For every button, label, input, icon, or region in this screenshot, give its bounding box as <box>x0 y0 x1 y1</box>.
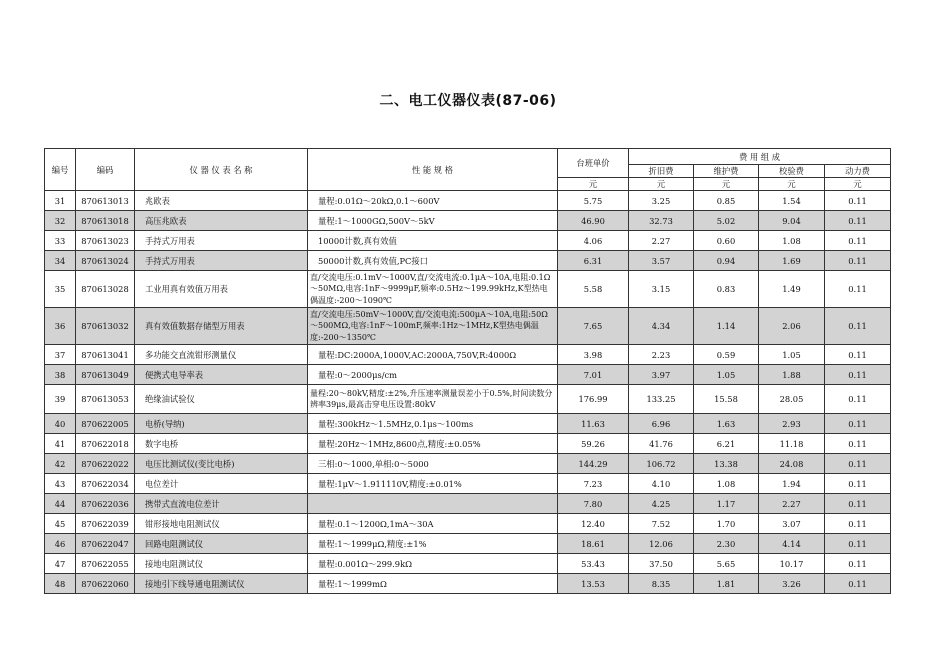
table-row <box>45 365 891 385</box>
cell-calibration: 2.93 <box>759 414 825 434</box>
table-row <box>45 308 891 345</box>
cell-depreciation: 32.73 <box>629 211 694 231</box>
cell-power: 0.11 <box>825 345 891 365</box>
cell-spec: 量程:0.01Ω～20kΩ,0.1～600V <box>308 191 558 211</box>
cell-name: 电位差计 <box>135 474 308 494</box>
cell-code: 870622005 <box>76 414 135 434</box>
cell-price: 5.58 <box>558 271 629 308</box>
table-row <box>45 534 891 554</box>
table-row <box>45 434 891 454</box>
table-row <box>45 385 891 414</box>
cell-spec: 三相:0～1000,单相:0～5000 <box>308 454 558 474</box>
cell-maintenance: 1.08 <box>694 474 759 494</box>
cell-depreciation: 3.15 <box>629 271 694 308</box>
cell-maintenance: 0.83 <box>694 271 759 308</box>
cell-calibration: 2.06 <box>759 308 825 345</box>
cell-name: 电桥(导纳) <box>135 414 308 434</box>
header-depreciation: 折旧费 <box>629 165 694 178</box>
cell-no: 47 <box>45 554 76 574</box>
cell-price: 176.99 <box>558 385 629 414</box>
cell-maintenance: 0.60 <box>694 231 759 251</box>
cell-depreciation: 3.25 <box>629 191 694 211</box>
cell-code: 870622047 <box>76 534 135 554</box>
cell-price: 18.61 <box>558 534 629 554</box>
table-row <box>45 454 891 474</box>
cell-no: 38 <box>45 365 76 385</box>
cell-depreciation: 12.06 <box>629 534 694 554</box>
cell-price: 3.98 <box>558 345 629 365</box>
cell-depreciation: 37.50 <box>629 554 694 574</box>
cell-calibration: 1.94 <box>759 474 825 494</box>
cell-name: 接地电阻测试仪 <box>135 554 308 574</box>
table-row <box>45 574 891 594</box>
cell-calibration: 24.08 <box>759 454 825 474</box>
cell-calibration: 1.88 <box>759 365 825 385</box>
cell-calibration: 3.07 <box>759 514 825 534</box>
cell-code: 870613032 <box>76 308 135 345</box>
cell-name: 携带式直流电位差计 <box>135 494 308 514</box>
cell-name: 绝缘油试验仪 <box>135 385 308 414</box>
cell-name: 钳形接地电阻测试仪 <box>135 514 308 534</box>
cell-power: 0.11 <box>825 211 891 231</box>
cell-no: 40 <box>45 414 76 434</box>
header-no: 编号 <box>45 149 76 191</box>
cell-calibration: 1.49 <box>759 271 825 308</box>
cell-depreciation: 7.52 <box>629 514 694 534</box>
header-code: 编码 <box>76 149 135 191</box>
cell-price: 144.29 <box>558 454 629 474</box>
cell-power: 0.11 <box>825 514 891 534</box>
cell-depreciation: 2.27 <box>629 231 694 251</box>
cell-code: 870613018 <box>76 211 135 231</box>
cell-power: 0.11 <box>825 454 891 474</box>
cell-code: 870622039 <box>76 514 135 534</box>
cell-no: 33 <box>45 231 76 251</box>
cell-power: 0.11 <box>825 191 891 211</box>
cell-depreciation: 4.25 <box>629 494 694 514</box>
cell-maintenance: 1.14 <box>694 308 759 345</box>
cell-no: 34 <box>45 251 76 271</box>
header-power: 动力费 <box>825 165 891 178</box>
cell-spec: 量程:1μV～1.911110V,精度:±0.01% <box>308 474 558 494</box>
cell-maintenance: 0.85 <box>694 191 759 211</box>
table-row <box>45 231 891 251</box>
cell-calibration: 1.05 <box>759 345 825 365</box>
cell-no: 36 <box>45 308 76 345</box>
cell-name: 多功能交直流钳形测量仪 <box>135 345 308 365</box>
cell-power: 0.11 <box>825 231 891 251</box>
unit-power: 元 <box>825 178 891 191</box>
cell-calibration: 1.08 <box>759 231 825 251</box>
cell-calibration: 10.17 <box>759 554 825 574</box>
cell-name: 回路电阻测试仪 <box>135 534 308 554</box>
cell-spec: 量程:20Hz～1MHz,8600点,精度:±0.05% <box>308 434 558 454</box>
cell-no: 39 <box>45 385 76 414</box>
cell-spec: 量程:0～2000μs/cm <box>308 365 558 385</box>
unit-maintenance: 元 <box>694 178 759 191</box>
cell-spec: 量程:1～1000GΩ,500V～5kV <box>308 211 558 231</box>
header-maintenance: 维护费 <box>694 165 759 178</box>
cell-price: 46.90 <box>558 211 629 231</box>
cell-depreciation: 4.10 <box>629 474 694 494</box>
cell-code: 870613041 <box>76 345 135 365</box>
cell-price: 53.43 <box>558 554 629 574</box>
cell-code: 870622034 <box>76 474 135 494</box>
cell-code: 870622055 <box>76 554 135 574</box>
cell-no: 46 <box>45 534 76 554</box>
cell-name: 便携式电导率表 <box>135 365 308 385</box>
cell-maintenance: 0.59 <box>694 345 759 365</box>
cell-maintenance: 1.17 <box>694 494 759 514</box>
cell-calibration: 9.04 <box>759 211 825 231</box>
cell-code: 870613028 <box>76 271 135 308</box>
cell-power: 0.11 <box>825 414 891 434</box>
cell-name: 数字电桥 <box>135 434 308 454</box>
cell-price: 6.31 <box>558 251 629 271</box>
cell-calibration: 28.05 <box>759 385 825 414</box>
cell-maintenance: 6.21 <box>694 434 759 454</box>
cell-price: 7.80 <box>558 494 629 514</box>
cell-maintenance: 1.70 <box>694 514 759 534</box>
table-row <box>45 514 891 534</box>
cell-depreciation: 3.57 <box>629 251 694 271</box>
table-row <box>45 345 891 365</box>
cell-name: 手持式万用表 <box>135 231 308 251</box>
cell-price: 12.40 <box>558 514 629 534</box>
cell-price: 4.06 <box>558 231 629 251</box>
cell-no: 42 <box>45 454 76 474</box>
cell-calibration: 2.27 <box>759 494 825 514</box>
cell-code: 870613013 <box>76 191 135 211</box>
cell-depreciation: 4.34 <box>629 308 694 345</box>
cell-depreciation: 41.76 <box>629 434 694 454</box>
cell-price: 59.26 <box>558 434 629 454</box>
cell-maintenance: 1.81 <box>694 574 759 594</box>
cell-code: 870613053 <box>76 385 135 414</box>
instrument-price-table <box>44 148 891 594</box>
cell-price: 7.65 <box>558 308 629 345</box>
cell-code: 870613023 <box>76 231 135 251</box>
header-fee-group: 费 用 组 成 <box>629 149 891 165</box>
cell-spec: 量程:DC:2000A,1000V,AC:2000A,750V,R:4000Ω <box>308 345 558 365</box>
cell-depreciation: 6.96 <box>629 414 694 434</box>
cell-maintenance: 13.38 <box>694 454 759 474</box>
cell-code: 870622060 <box>76 574 135 594</box>
cell-name: 兆欧表 <box>135 191 308 211</box>
cell-no: 32 <box>45 211 76 231</box>
cell-spec: 直/交流电压:0.1mV～1000V,直/交流电流:0.1μA～10A,电阻:0.1Ω～50MΩ,电容:1nF～9999μF,频率:0.5Hz～199.99kHz,K型热电偶温度:-200～1090℃ <box>308 271 558 308</box>
unit-calibration: 元 <box>759 178 825 191</box>
cell-maintenance: 1.63 <box>694 414 759 434</box>
cell-price: 7.23 <box>558 474 629 494</box>
cell-spec: 直/交流电压:50mV～1000V,直/交流电流:500μA～10A,电阻:50Ω～500MΩ,电容:1nF～100mF,频率:1Hz～1MHz,K型热电偶温度:-200～1350℃ <box>308 308 558 345</box>
cell-maintenance: 5.02 <box>694 211 759 231</box>
cell-name: 电压比测试仪(变比电桥) <box>135 454 308 474</box>
cell-code: 870613049 <box>76 365 135 385</box>
table-row <box>45 211 891 231</box>
cell-name: 接地引下线导通电阻测试仪 <box>135 574 308 594</box>
cell-name: 工业用真有效值万用表 <box>135 271 308 308</box>
cell-maintenance: 0.94 <box>694 251 759 271</box>
cell-spec: 50000计数,真有效值,PC接口 <box>308 251 558 271</box>
cell-price: 13.53 <box>558 574 629 594</box>
cell-spec <box>308 494 558 514</box>
cell-power: 0.11 <box>825 251 891 271</box>
cell-power: 0.11 <box>825 474 891 494</box>
cell-spec: 量程:0.001Ω～299.9kΩ <box>308 554 558 574</box>
cell-power: 0.11 <box>825 434 891 454</box>
cell-no: 43 <box>45 474 76 494</box>
cell-name: 手持式万用表 <box>135 251 308 271</box>
cell-no: 35 <box>45 271 76 308</box>
cell-price: 7.01 <box>558 365 629 385</box>
cell-calibration: 4.14 <box>759 534 825 554</box>
unit-price: 元 <box>558 178 629 191</box>
cell-power: 0.11 <box>825 271 891 308</box>
table-row <box>45 494 891 514</box>
cell-price: 11.63 <box>558 414 629 434</box>
cell-power: 0.11 <box>825 574 891 594</box>
table-row <box>45 271 891 308</box>
cell-calibration: 11.18 <box>759 434 825 454</box>
header-price: 台班单价 <box>558 149 629 178</box>
cell-calibration: 1.54 <box>759 191 825 211</box>
cell-power: 0.11 <box>825 308 891 345</box>
cell-depreciation: 8.35 <box>629 574 694 594</box>
table-row <box>45 414 891 434</box>
cell-spec: 量程:1～1999μΩ,精度:±1% <box>308 534 558 554</box>
cell-spec: 10000计数,真有效值 <box>308 231 558 251</box>
cell-spec: 量程:0.1～1200Ω,1mA～30A <box>308 514 558 534</box>
cell-code: 870613024 <box>76 251 135 271</box>
cell-maintenance: 1.05 <box>694 365 759 385</box>
cell-maintenance: 2.30 <box>694 534 759 554</box>
cell-no: 31 <box>45 191 76 211</box>
cell-depreciation: 106.72 <box>629 454 694 474</box>
table-row <box>45 251 891 271</box>
header-name: 仪 器 仪 表 名 称 <box>135 149 308 191</box>
cell-name: 高压兆欧表 <box>135 211 308 231</box>
cell-no: 41 <box>45 434 76 454</box>
cell-power: 0.11 <box>825 554 891 574</box>
cell-code: 870622018 <box>76 434 135 454</box>
cell-calibration: 1.69 <box>759 251 825 271</box>
cell-depreciation: 2.23 <box>629 345 694 365</box>
cell-price: 5.75 <box>558 191 629 211</box>
cell-power: 0.11 <box>825 534 891 554</box>
cell-depreciation: 3.97 <box>629 365 694 385</box>
cell-code: 870622036 <box>76 494 135 514</box>
cell-depreciation: 133.25 <box>629 385 694 414</box>
table-row <box>45 191 891 211</box>
cell-maintenance: 15.58 <box>694 385 759 414</box>
cell-no: 44 <box>45 494 76 514</box>
cell-no: 37 <box>45 345 76 365</box>
cell-no: 45 <box>45 514 76 534</box>
cell-power: 0.11 <box>825 494 891 514</box>
table-row <box>45 554 891 574</box>
header-calibration: 校验费 <box>759 165 825 178</box>
cell-spec: 量程:300kHz～1.5MHz,0.1μs～100ms <box>308 414 558 434</box>
page-title: 二、电工仪器仪表(87-06) <box>379 93 557 109</box>
table-row <box>45 474 891 494</box>
cell-calibration: 3.26 <box>759 574 825 594</box>
unit-depreciation: 元 <box>629 178 694 191</box>
cell-spec: 量程:1～1999mΩ <box>308 574 558 594</box>
header-spec: 性 能 规 格 <box>308 149 558 191</box>
cell-power: 0.11 <box>825 365 891 385</box>
cell-no: 48 <box>45 574 76 594</box>
cell-name: 真有效值数据存储型万用表 <box>135 308 308 345</box>
cell-code: 870622022 <box>76 454 135 474</box>
cell-spec: 量程:20～80kV,精度:±2%,升压速率测量误差小于0.5%,时间读数分辨率39μs,最高击穿电压设置:80kV <box>308 385 558 414</box>
cell-power: 0.11 <box>825 385 891 414</box>
cell-maintenance: 5.65 <box>694 554 759 574</box>
